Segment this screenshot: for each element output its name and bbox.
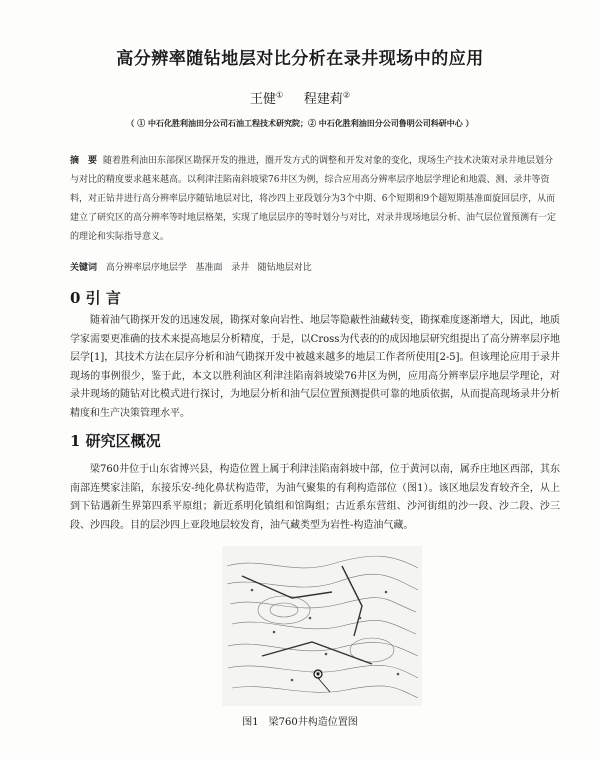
abstract-label: 摘 要	[70, 156, 98, 166]
author-name: 王健	[249, 92, 276, 107]
map-background	[222, 546, 422, 706]
keyword: 基准面	[195, 263, 223, 273]
keyword: 随钻地层对比	[257, 263, 312, 273]
section-paragraph: 梁760井位于山东省博兴县，构造位置上属于利津洼陷南斜坡中部，位于黄河以南，属乔庄地区西部，其东南部连樊家洼陷，东接乐安-纯化鼻状构造带，为油气聚集的有利构造部位（图1）。该区地层发育较齐全，从上到下钻遇新生界第四系平原组；新近系明化镇组和馆陶组；古近系东营组、沙河街组的沙一段、沙二段、沙三段、沙四段。目的层沙四上亚段地层较发育，油气藏类型为岩性-构造油气藏。	[70, 464, 560, 531]
author-list	[0, 88, 600, 107]
figure-caption: 图1 梁760井构造位置图	[242, 717, 358, 728]
keywords	[70, 260, 560, 276]
section-paragraph: 随着油气勘探开发的迅速发展，勘探对象向岩性、地层等隐蔽性油藏转变，勘探难度逐渐增大，因此，地质学家需要更准确的技术来提高地层分析精度，于是，以Cross为代表的的成因地层研究组提出了高分辨率层序地层学[1]，其技术方法在层序分析和油气勘探开发中被越来越多的地层工作者所使用[2-5]。但该理论应用于录井现场的事例很少，鉴于此，本文以胜利油区利津洼陷南斜坡梁76井区为例，应用高分辨率层序地层学理论，对录井现场的随钻对比模式进行探讨，为地层分析和油气层位置预测提供可靠的地质依据，从而提高现场录井分析精度和生产决策管理水平。	[70, 315, 560, 419]
keywords-label: 关键词	[70, 263, 98, 273]
abstract	[70, 152, 560, 247]
affiliation: （ ① 中石化胜利油田分公司石油工程技术研究院；② 中石化胜利油田分公司鲁明公司科研中心 ）	[126, 118, 474, 128]
author-name: 程建莉	[303, 92, 343, 107]
paper-title: 高分辨率随钻地层对比分析在录井现场中的应用	[116, 49, 484, 69]
keyword: 高分辨率层序地层学	[105, 263, 187, 273]
keyword: 录井	[231, 263, 250, 273]
author-affil-mark: ①	[275, 90, 284, 100]
section-heading: 1 研究区概况	[70, 432, 161, 450]
section-heading: 0 引 言	[70, 289, 121, 307]
author-affil-mark: ②	[342, 90, 351, 100]
target-well-dot	[317, 673, 320, 676]
abstract-text: 随着胜利油田东部探区勘探开发的推进，圈开发方式的调整和开发对象的变化，现场生产技术决策对录井地层划分与对比的精度要求越来越高。以利津洼陷南斜坡梁76井区为例，综合应用高分辨率层序地层学理论和地震、测、录井等资料，对正钻井进行高分辨率层序随钻地层对比，将沙四上亚段划分为3个中期、6个短期和9个超短期基准面旋回层序，从而建立了研究区的高分辨率等时地层格架，实现了地层层序的等时划分与对比，对录井现场地层分析、油气层位置预测有一定的理论和实际指导意义。	[70, 156, 557, 242]
structure-location-map	[222, 546, 422, 706]
